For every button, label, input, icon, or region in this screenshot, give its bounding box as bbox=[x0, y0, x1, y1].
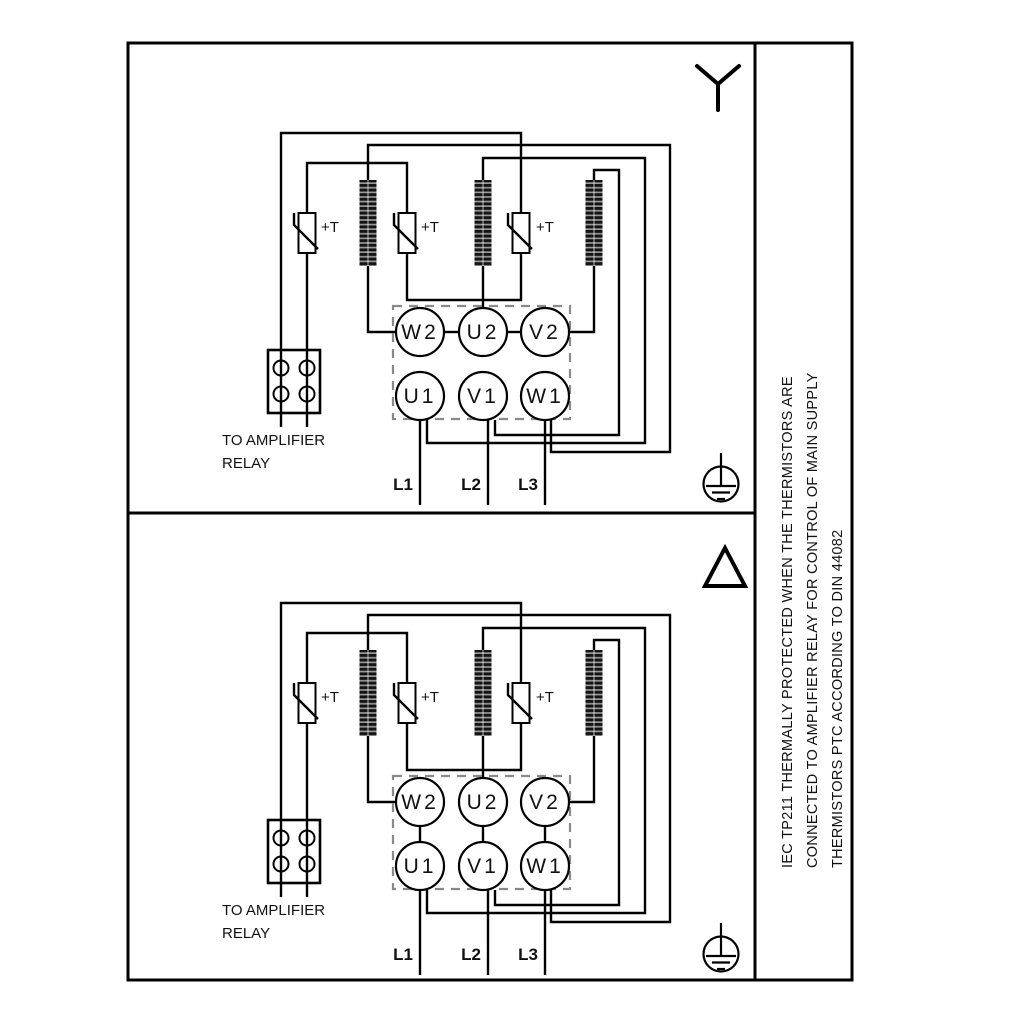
relay-caption-line2: RELAY bbox=[222, 455, 271, 472]
supply-line-label-l3: L3 bbox=[518, 945, 538, 964]
supply-line-label-l2: L2 bbox=[461, 475, 481, 494]
relay-caption-line1: TO AMPLIFIER bbox=[222, 432, 326, 449]
terminal-label-v1: V1 bbox=[467, 855, 499, 878]
thermistor-label: +T bbox=[421, 689, 439, 706]
terminal-label-u1: U1 bbox=[403, 385, 437, 408]
star-icon bbox=[697, 66, 739, 110]
delta-icon bbox=[705, 548, 745, 586]
supply-line-label-l3: L3 bbox=[518, 475, 538, 494]
terminal-label-w1: W1 bbox=[526, 385, 564, 408]
panel-star bbox=[222, 66, 739, 505]
panel-delta bbox=[222, 548, 745, 975]
terminal-label-u1: U1 bbox=[403, 855, 437, 878]
terminal-label-w2: W2 bbox=[401, 321, 439, 344]
side-note-line-3: THERMISTORS PTC ACCORDING TO DIN 44082 bbox=[830, 529, 846, 868]
thermistor-label: +T bbox=[421, 219, 439, 236]
supply-line-label-l2: L2 bbox=[461, 945, 481, 964]
thermistor-label: +T bbox=[536, 219, 554, 236]
terminal-label-v2: V2 bbox=[529, 791, 561, 814]
side-note bbox=[780, 372, 846, 868]
terminal-label-v1: V1 bbox=[467, 385, 499, 408]
supply-line-label-l1: L1 bbox=[393, 475, 413, 494]
terminal-label-u2: U2 bbox=[466, 791, 500, 814]
relay-caption-line2: RELAY bbox=[222, 925, 271, 942]
side-note-line-2: CONNECTED TO AMPLIFIER RELAY FOR CONTROL OF MAIN SUPPLY bbox=[805, 372, 821, 868]
thermistor-label: +T bbox=[536, 689, 554, 706]
side-note-line-1: IEC TP211 THERMALLY PROTECTED WHEN THE THERMISTORS ARE bbox=[780, 376, 796, 868]
terminal-label-w2: W2 bbox=[401, 791, 439, 814]
terminal-label-u2: U2 bbox=[466, 321, 500, 344]
thermistor-label: +T bbox=[321, 219, 339, 236]
supply-line-label-l1: L1 bbox=[393, 945, 413, 964]
relay-caption-line1: TO AMPLIFIER bbox=[222, 902, 326, 919]
thermistor-label: +T bbox=[321, 689, 339, 706]
terminal-label-w1: W1 bbox=[526, 855, 564, 878]
terminal-label-v2: V2 bbox=[529, 321, 561, 344]
